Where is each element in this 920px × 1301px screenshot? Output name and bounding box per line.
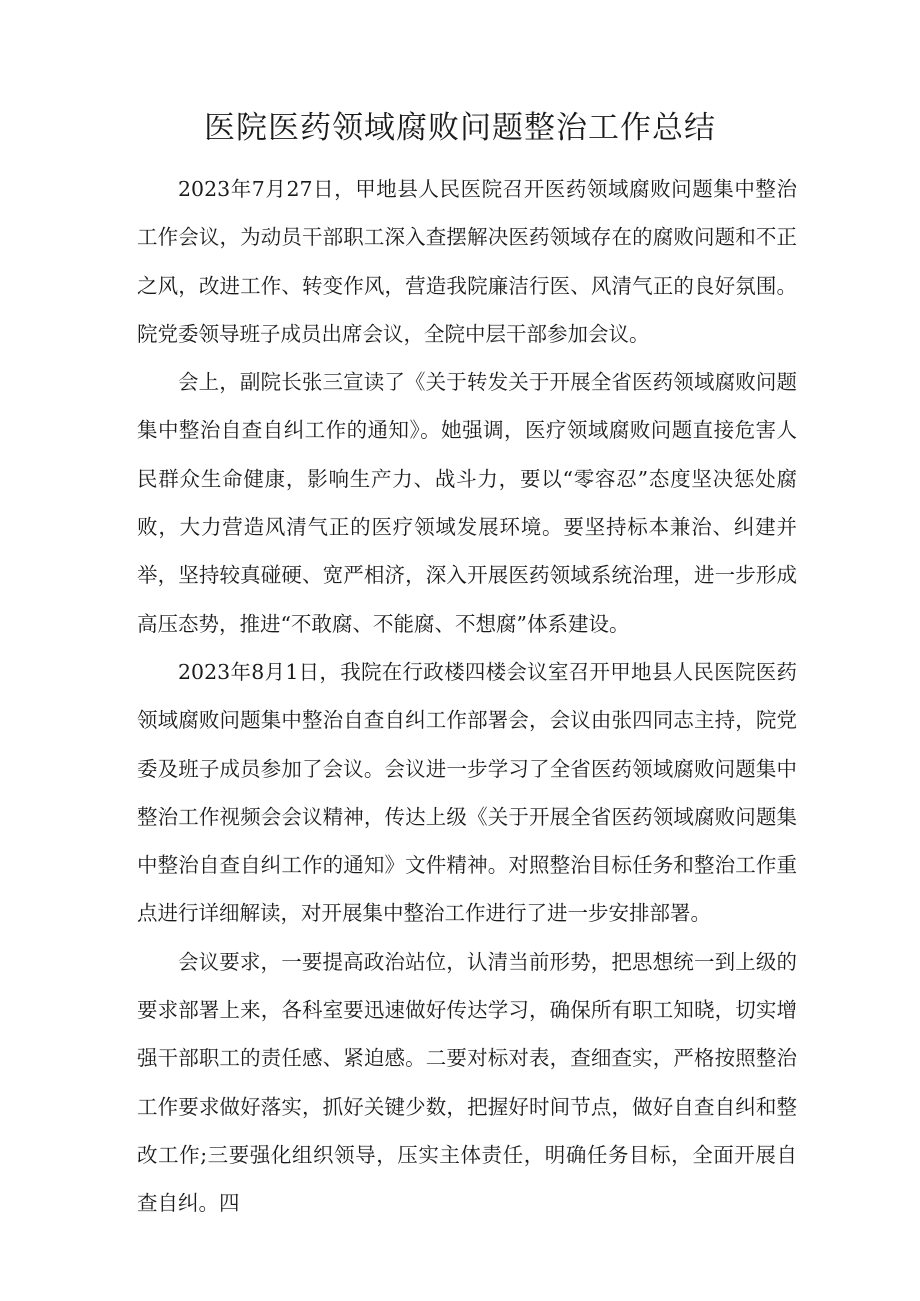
document-title: 医院医药领域腐败问题整治工作总结: [204, 110, 716, 146]
paragraph-meeting-august: 2023年8月1日，我院在行政楼四楼会议室召开甲地县人民医院医药领域腐败问题集中整治自查自纠工作部署会，会议由张四同志主持，院党委及班子成员参加了会议。会议进一步学习了全省医药领域腐败问题集中整治工作视频会会议精神，传达上级《关于开展全省医药领域腐败问题集中整治自查自纠工作的通知》文件精神。对照整治目标任务和整治工作重点进行详细解读，对开展集中整治工作进行了进一步安排部署。: [137, 659, 797, 926]
document-body: [137, 165, 797, 1228]
paragraph-meeting-requirements: 会议要求，一要提高政治站位，认清当前形势，把思想统一到上级的要求部署上来，各科室要迅速做好传达学习，确保所有职工知晓，切实增强干部职工的责任感、紧迫感。二要对标对表，查细查实，严格按照整治工作要求做好落实，抓好关键少数，把握好时间节点，做好自查自纠和整改工作;三要强化组织领导，压实主体责任，明确任务目标，全面开展自查自纠。四: [137, 949, 797, 1216]
paragraph-vice-president-speech: 会上，副院长张三宣读了《关于转发关于开展全省医药领域腐败问题集中整治自查自纠工作的通知》。她强调，医疗领域腐败问题直接危害人民群众生命健康，影响生产力、战斗力，要以“零容忍”态度坚决惩处腐败，大力营造风清气正的医疗领域发展环境。要坚持标本兼治、纠建并举，坚持较真碰硬、宽严相济，深入开展医药领域系统治理，进一步形成高压态势，推进“不敢腐、不能腐、不想腐”体系建设。: [137, 370, 797, 636]
paragraph-meeting-july: 2023年7月27日，甲地县人民医院召开医药领域腐败问题集中整治工作会议，为动员干部职工深入查摆解决医药领域存在的腐败问题和不正之风，改进工作、转变作风，营造我院廉洁行医、风清气正的良好氛围。院党委领导班子成员出席会议，全院中层干部参加会议。: [137, 177, 797, 346]
